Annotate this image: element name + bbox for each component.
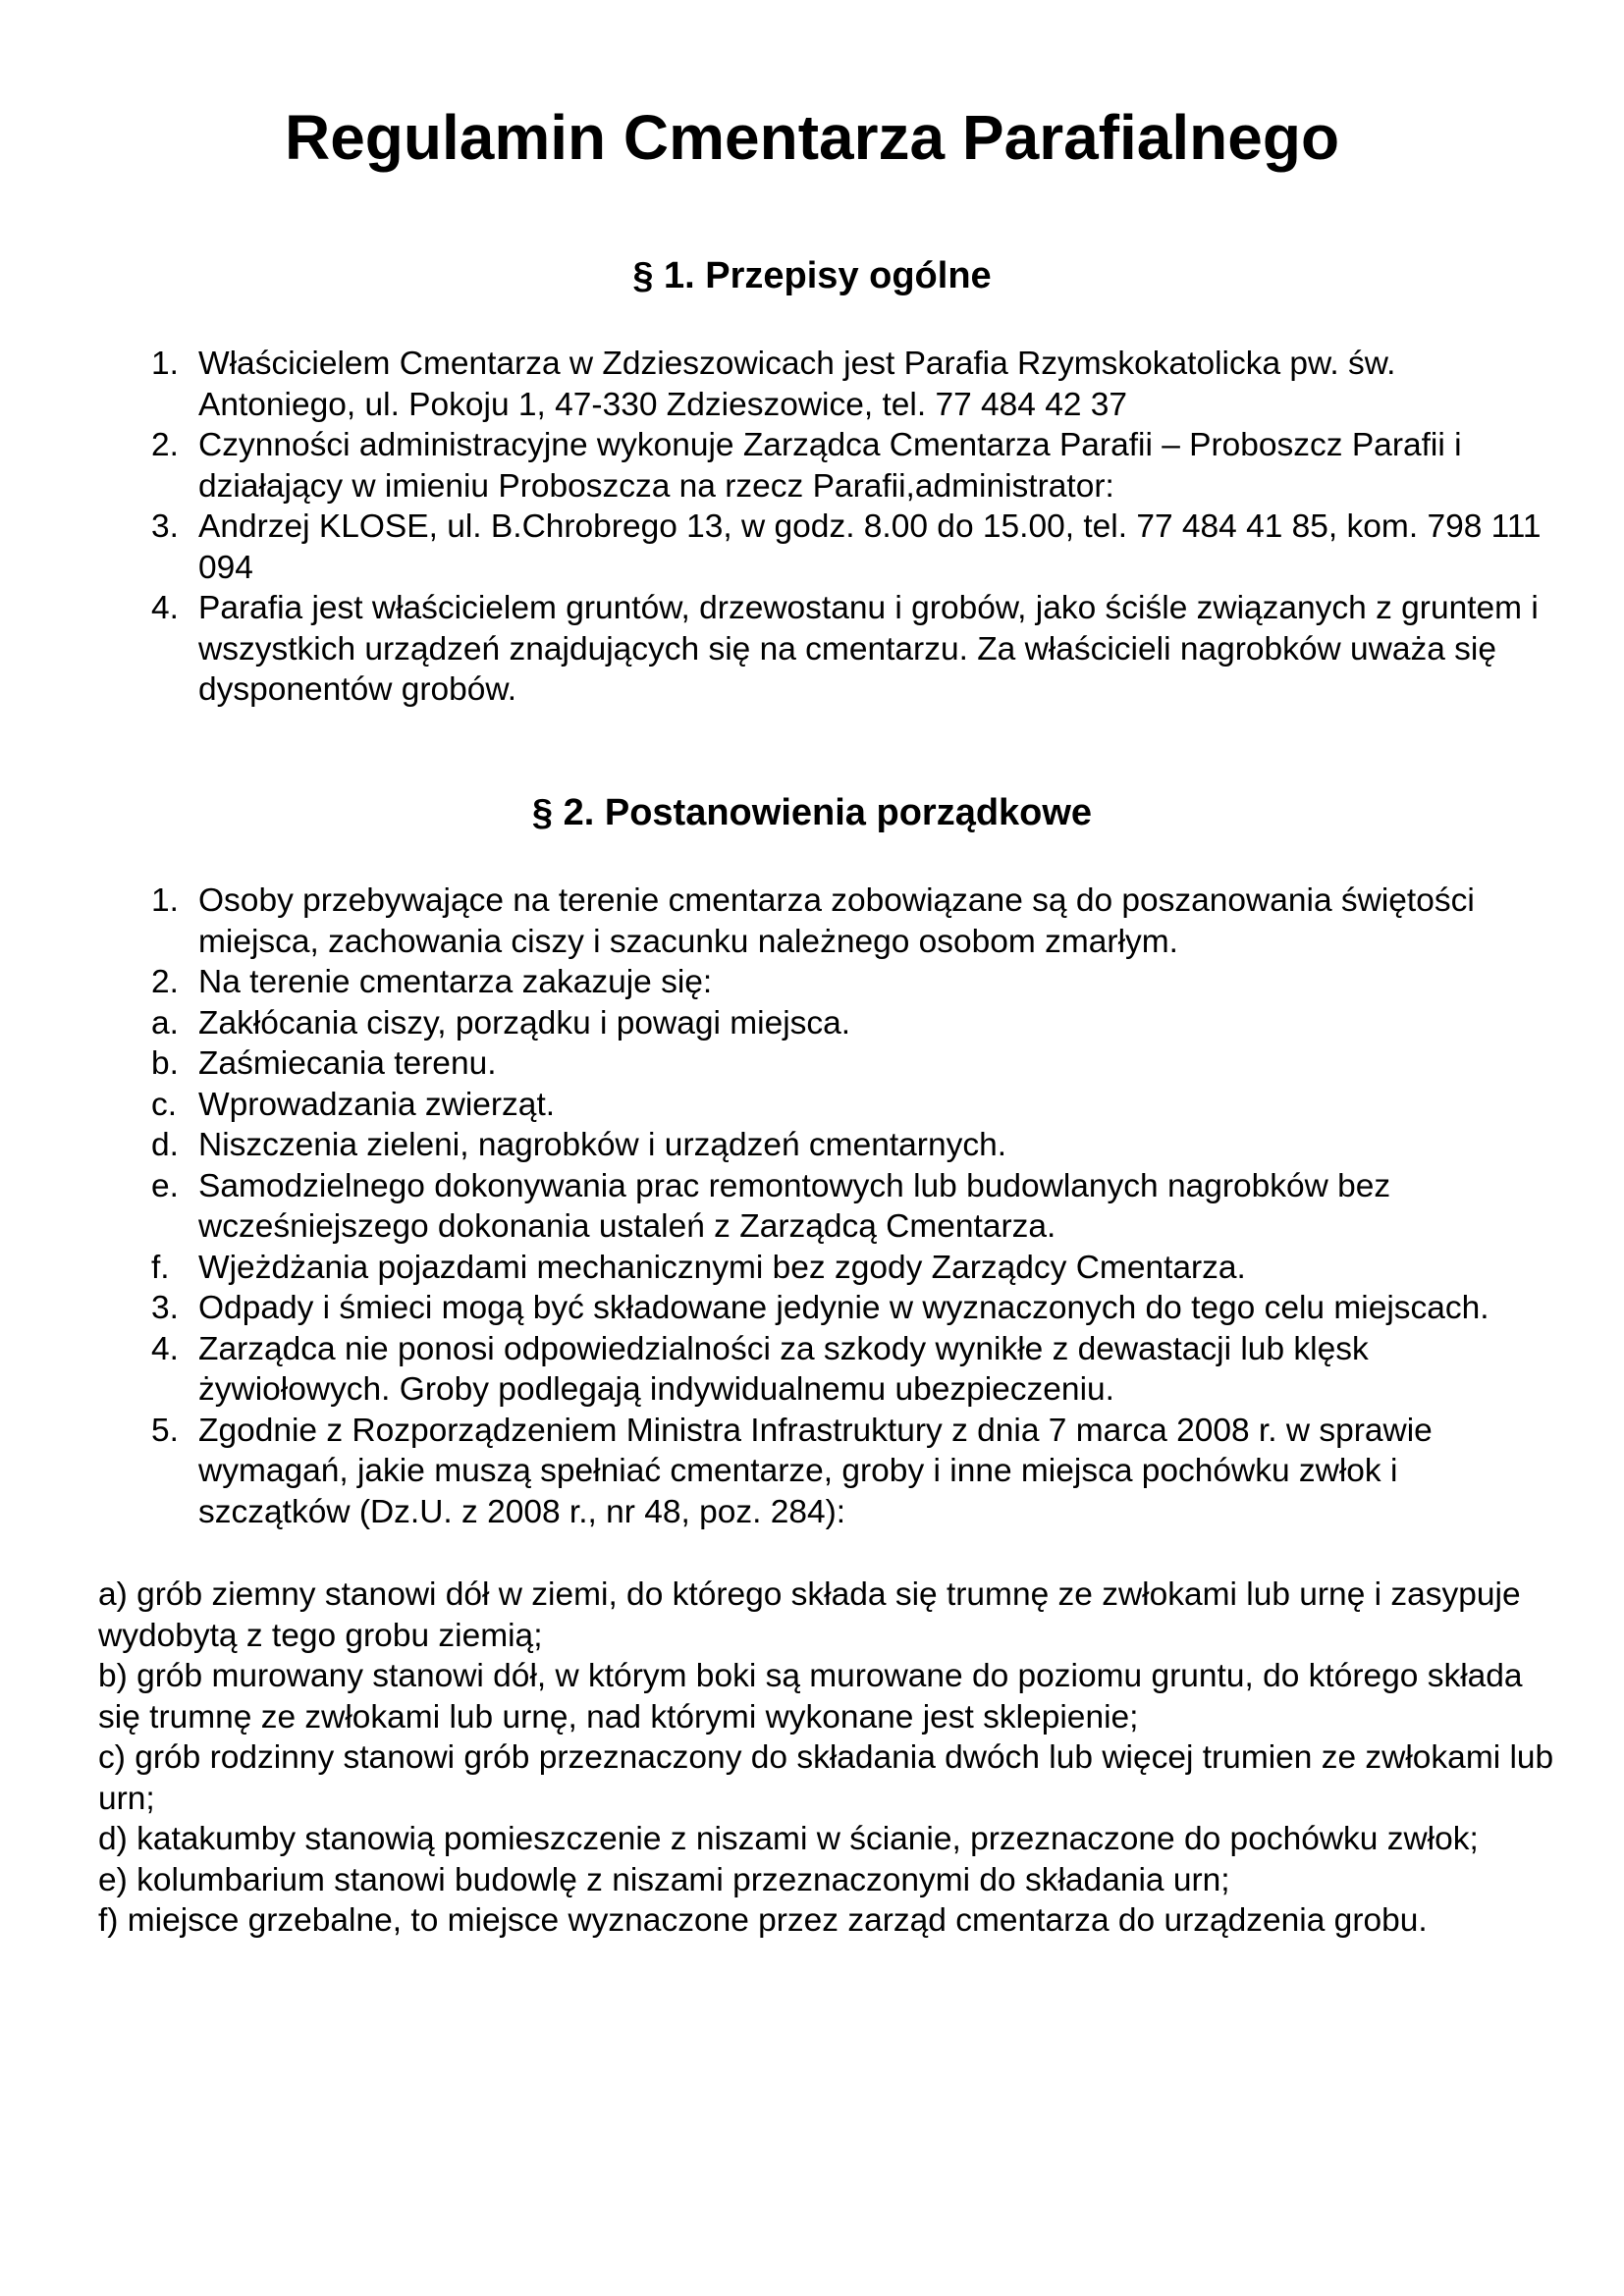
list-item-text: Andrzej KLOSE, ul. B.Chrobrego 13, w godz. 8.00 do 15.00, tel. 77 484 41 85, kom. 798 111 094 <box>198 508 1542 586</box>
definition-paragraph: d) katakumby stanowią pomieszczenie z niszami w ścianie, przeznaczone do pochówku zwłok; <box>98 1821 1479 1857</box>
list-item-text: Na terenie cmentarza zakazuje się: <box>198 964 713 1000</box>
list-item-text: Właścicielem Cmentarza w Zdzieszowicach jest Parafia Rzymskokatolicka pw. św. Antoniego, ul. Pokoju 1, 47-330 Zdzieszowice, tel. 77 484 42 37 <box>198 346 1396 423</box>
list-item-text: Wjeżdżania pojazdami mechanicznymi bez zgody Zarządcy Cmentarza. <box>198 1249 1246 1286</box>
list-item <box>0 962 1624 1003</box>
section-1-list <box>0 344 1624 711</box>
list-item <box>0 1125 1624 1166</box>
list-item <box>0 1085 1624 1126</box>
definition-paragraph: c) grób rodzinny stanowi grób przeznaczony do składania dwóch lub więcej trumien ze zwłokami lub urn; <box>98 1739 1554 1817</box>
list-item <box>0 1248 1624 1289</box>
list-item <box>0 1003 1624 1044</box>
list-marker: 2. <box>151 964 179 1000</box>
list-marker: b. <box>151 1045 179 1082</box>
list-item <box>0 588 1624 711</box>
list-marker: f. <box>151 1249 170 1286</box>
list-item <box>0 1411 1624 1533</box>
list-marker: 1. <box>151 882 179 919</box>
list-item <box>0 1329 1624 1411</box>
list-marker: c. <box>151 1086 178 1123</box>
list-item <box>0 1043 1624 1085</box>
list-item-text: Zaśmiecania terenu. <box>198 1045 497 1082</box>
list-item <box>0 1166 1624 1248</box>
section-2-list <box>0 881 1624 1532</box>
list-marker: 2. <box>151 427 179 463</box>
definitions-list <box>98 1575 1571 1942</box>
definition-paragraph: e) kolumbarium stanowi budowlę z niszami przeznaczonymi do składania urn; <box>98 1861 1230 1898</box>
list-item-text: Niszczenia zieleni, nagrobków i urządzeń cmentarnych. <box>198 1127 1007 1163</box>
list-item-text: Zarządca nie ponosi odpowiedzialności za szkody wynikłe z dewastacji lub klęsk żywiołowych. Groby podlegają indywidualnemu ubezpieczeniu. <box>198 1330 1369 1408</box>
section-1-heading: § 1. Przepisy ogólne <box>632 255 992 296</box>
list-item <box>0 1288 1624 1329</box>
definition-paragraph: a) grób ziemny stanowi dół w ziemi, do którego składa się trumnę ze zwłokami lub urnę i zasypuje wydobytą z tego grobu ziemią; <box>98 1576 1521 1654</box>
section-2-heading: § 2. Postanowienia porządkowe <box>531 792 1093 833</box>
list-marker: d. <box>151 1127 179 1163</box>
definition-paragraph: f) miejsce grzebalne, to miejsce wyznaczone przez zarząd cmentarza do urządzenia grobu. <box>98 1902 1428 1939</box>
list-item-text: Zakłócania ciszy, porządku i powagi miejsca. <box>198 1004 851 1041</box>
list-marker: 1. <box>151 346 179 382</box>
list-item <box>0 881 1624 962</box>
list-item-text: Czynności administracyjne wykonuje Zarządca Cmentarza Parafii – Proboszcz Parafii i działający w imieniu Proboszcza na rzecz Parafii,administrator: <box>198 427 1462 505</box>
list-item <box>0 344 1624 425</box>
list-marker: 5. <box>151 1412 179 1449</box>
list-marker: e. <box>151 1167 179 1204</box>
list-item-text: Wprowadzania zwierząt. <box>198 1086 556 1123</box>
list-marker: 4. <box>151 590 179 626</box>
list-marker: 3. <box>151 508 179 545</box>
list-marker: 3. <box>151 1290 179 1326</box>
definition-paragraph: b) grób murowany stanowi dół, w którym boki są murowane do poziomu gruntu, do którego składa się trumnę ze zwłokami lub urnę, nad którymi wykonane jest sklepienie; <box>98 1658 1523 1735</box>
list-item-text: Samodzielnego dokonywania prac remontowych lub budowlanych nagrobków bez wcześniejszego dokonania ustaleń z Zarządcą Cmentarza. <box>198 1167 1391 1245</box>
list-item-text: Odpady i śmieci mogą być składowane jedynie w wyznaczonych do tego celu miejscach. <box>198 1290 1489 1326</box>
list-item <box>0 507 1624 588</box>
list-item-text: Parafia jest właścicielem gruntów, drzewostanu i grobów, jako ściśle związanych z gruntem i wszystkich urządzeń znajdujących się na cmentarzu. Za właścicieli nagrobków uważa się dysponentów grobów. <box>198 590 1539 708</box>
list-marker: a. <box>151 1004 179 1041</box>
list-item <box>0 425 1624 507</box>
list-item-text: Osoby przebywające na terenie cmentarza zobowiązane są do poszanowania świętości miejsca, zachowania ciszy i szacunku należnego osobom zmarłym. <box>198 882 1475 960</box>
list-marker: 4. <box>151 1330 179 1367</box>
list-item-text: Zgodnie z Rozporządzeniem Ministra Infrastruktury z dnia 7 marca 2008 r. w sprawie wymagań, jakie muszą spełniać cmentarze, groby i inne miejsca pochówku zwłok i szczątków (Dz.U. z 2008 r., nr 48, poz. 284): <box>198 1412 1433 1530</box>
document-title: Regulamin Cmentarza Parafialnego <box>284 102 1340 173</box>
